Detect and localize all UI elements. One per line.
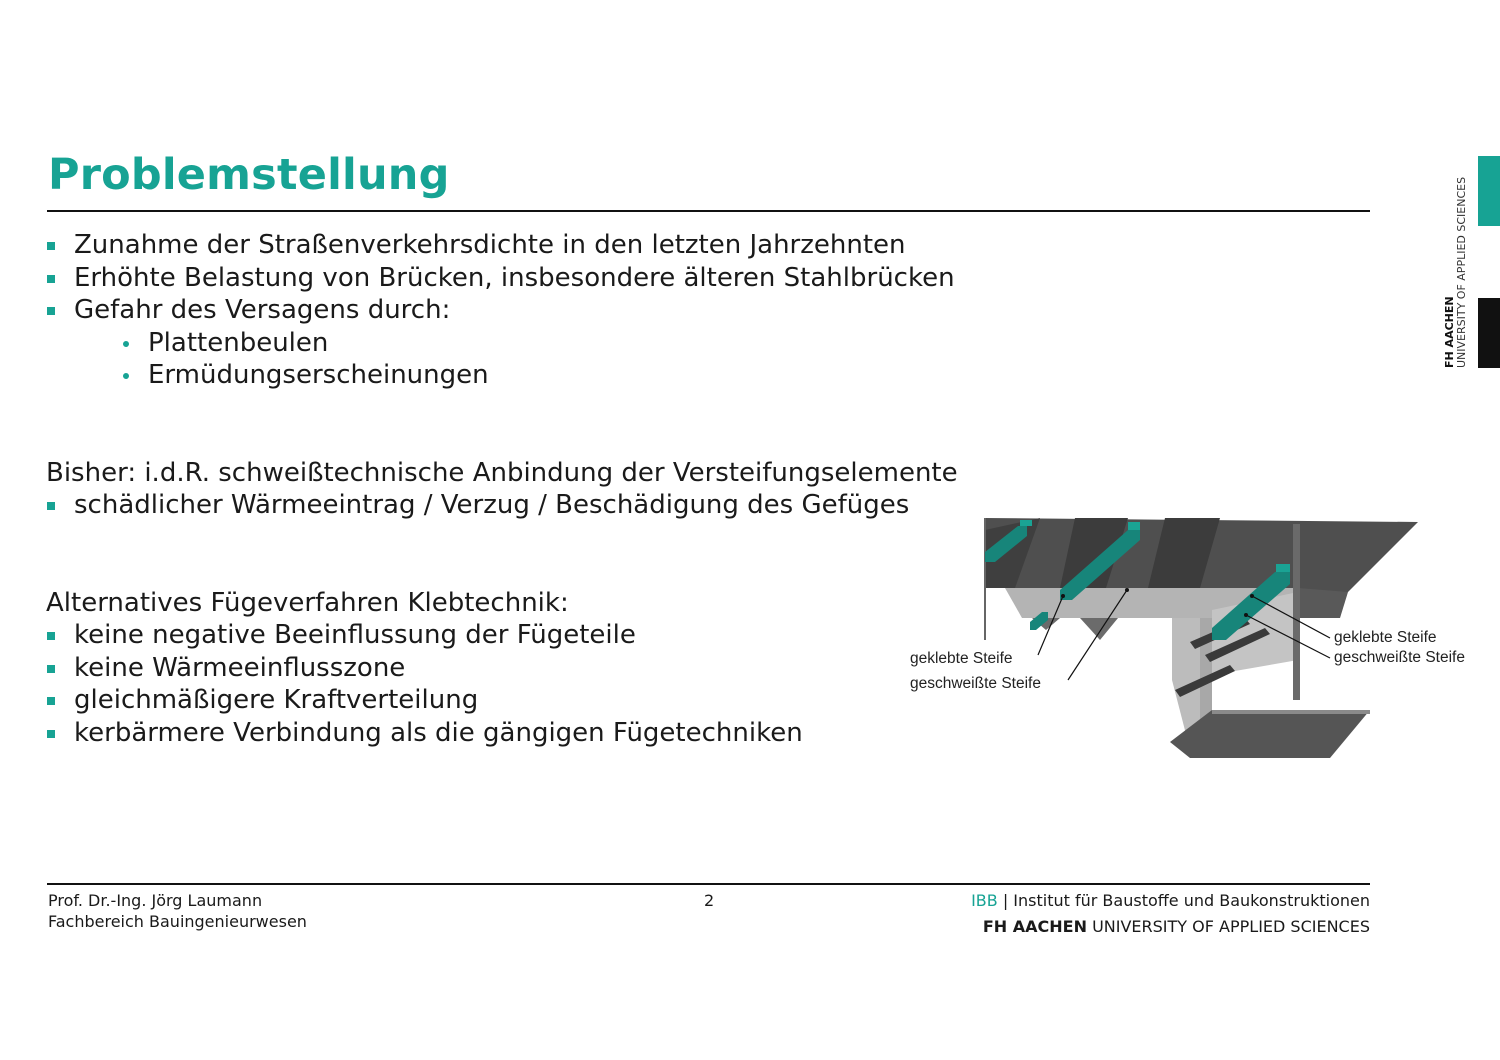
problem-list	[46, 229, 955, 392]
list-item: gleichmäßigere Kraftverteilung	[46, 684, 803, 717]
bridge-deck-figure	[900, 500, 1490, 762]
list-item: Zunahme der Straßenverkehrsdichte in den letzten Jahrzehnten	[46, 229, 955, 262]
list-item: Erhöhte Belastung von Brücken, insbesondere älteren Stahlbrücken	[46, 262, 955, 295]
logo-tab-accent	[1478, 156, 1500, 226]
title-divider	[47, 210, 1370, 212]
alternative-method-list	[46, 619, 803, 749]
list-item: kerbärmere Verbindung als die gängigen Fügetechniken	[46, 717, 803, 750]
university-name: FH AACHEN	[982, 917, 1087, 936]
page-number: 2	[704, 891, 715, 910]
footer-divider	[47, 883, 1370, 885]
institute-abbreviation: IBB	[971, 891, 998, 910]
footer-author: Prof. Dr.-Ing. Jörg Laumann	[48, 891, 263, 910]
logo-tab-dark	[1478, 298, 1500, 368]
footer-university	[971, 916, 1370, 937]
label-glued-stiffener-left: geklebte Steife	[910, 650, 1013, 667]
side-logo	[1444, 177, 1468, 368]
university-subtitle: UNIVERSITY OF APPLIED SCIENCES	[1092, 917, 1370, 936]
footer-department: Fachbereich Bauingenieurwesen	[48, 912, 307, 931]
bulkhead	[1293, 524, 1300, 700]
list-item: schädlicher Wärmeeintrag / Verzug / Beschädigung des Gefüges	[46, 489, 909, 522]
footer-institute-block	[971, 890, 1370, 937]
list-item: Plattenbeulen	[46, 327, 955, 360]
list-item: keine negative Beeinflussung der Fügeteile	[46, 619, 803, 652]
footer-author-block	[48, 890, 307, 932]
list-item: Ermüdungserscheinungen	[46, 359, 955, 392]
list-item: keine Wärmeeinflusszone	[46, 652, 803, 685]
current-method-list	[46, 489, 909, 522]
alternative-method-heading: Alternatives Fügeverfahren Klebtechnik:	[46, 588, 569, 618]
side-logo-sub: UNIVERSITY OF APPLIED SCIENCES	[1455, 176, 1468, 368]
label-welded-stiffener-left: geschweißte Steife	[910, 675, 1041, 692]
label-welded-stiffener-right: geschweißte Steife	[1334, 649, 1465, 666]
slide-title: Problemstellung	[48, 150, 450, 200]
footer-institute	[971, 890, 1370, 911]
label-glued-stiffener-right: geklebte Steife	[1334, 629, 1437, 646]
side-logo-name: FH AACHEN	[1443, 296, 1456, 368]
current-method-heading: Bisher: i.d.R. schweißtechnische Anbindung der Versteifungselemente	[46, 458, 958, 488]
list-item: Gefahr des Versagens durch:	[46, 294, 955, 327]
institute-name: | Institut für Baustoffe und Baukonstruktionen	[1002, 891, 1370, 910]
